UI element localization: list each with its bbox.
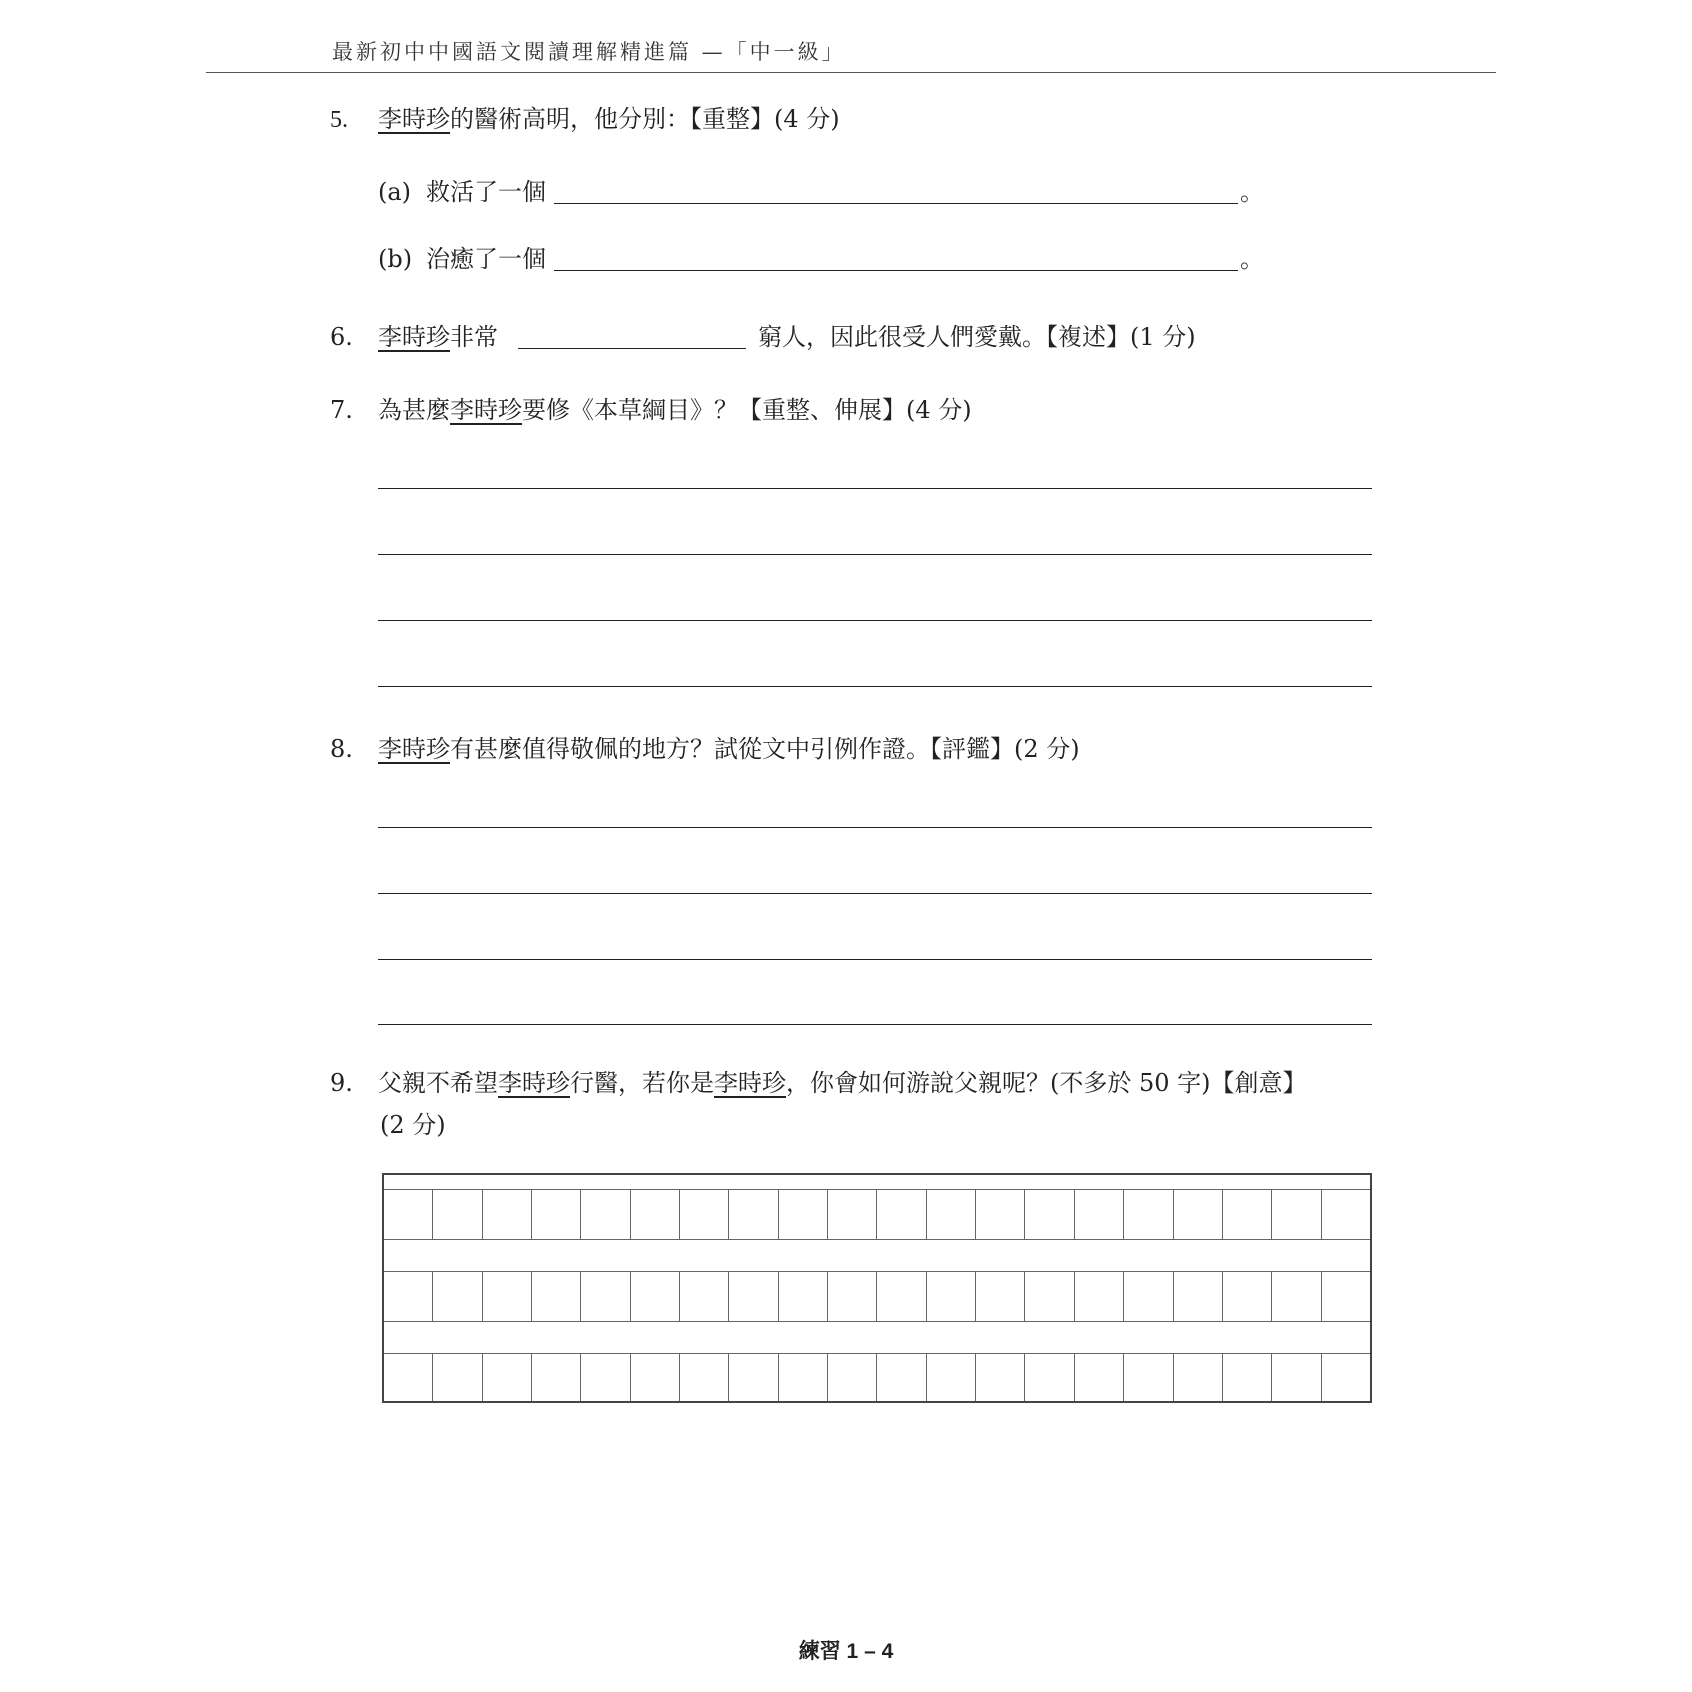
grid-line [384, 1239, 1370, 1240]
grid-cell[interactable] [729, 1271, 778, 1321]
grid-cell[interactable] [384, 1271, 433, 1321]
grid-cell[interactable] [927, 1353, 976, 1401]
grid-cell[interactable] [828, 1189, 877, 1239]
q5-part-b-answer-line[interactable] [554, 270, 1238, 271]
grid-cell[interactable] [1174, 1353, 1223, 1401]
person-name: 李時珍 [450, 396, 522, 424]
grid-cell[interactable] [779, 1189, 828, 1239]
q5-part-a-label: (a) [378, 178, 412, 206]
grid-cell[interactable] [877, 1353, 926, 1401]
grid-cell[interactable] [1075, 1353, 1124, 1401]
grid-cell[interactable] [680, 1271, 729, 1321]
grid-cell[interactable] [581, 1271, 630, 1321]
q8-answer-line[interactable] [378, 959, 1372, 960]
q7-answer-line[interactable] [378, 620, 1372, 621]
q8-answer-line[interactable] [378, 1024, 1372, 1025]
grid-cell[interactable] [433, 1353, 482, 1401]
grid-cell[interactable] [828, 1271, 877, 1321]
grid-cell[interactable] [877, 1189, 926, 1239]
question-text: 非常 [450, 323, 498, 351]
grid-cell[interactable] [483, 1189, 532, 1239]
question-text: 行醫，若你是 [570, 1069, 714, 1097]
question-9-marks: (2 分) [380, 1111, 446, 1139]
grid-cell[interactable] [1075, 1189, 1124, 1239]
grid-row [384, 1189, 1370, 1239]
grid-cell[interactable] [1124, 1353, 1173, 1401]
question-5-text [378, 104, 840, 134]
grid-cell[interactable] [976, 1271, 1025, 1321]
header-title: 最新初中中國語文閱讀理解精進篇 —「中一級」 [332, 40, 846, 64]
grid-cell[interactable] [1025, 1189, 1074, 1239]
question-text: 父親不希望 [378, 1069, 498, 1097]
grid-cell[interactable] [976, 1353, 1025, 1401]
person-name: 李時珍 [498, 1069, 570, 1097]
question-text: 為甚麼 [378, 396, 450, 424]
grid-cell[interactable] [680, 1189, 729, 1239]
grid-cell[interactable] [631, 1271, 680, 1321]
grid-cell[interactable] [779, 1271, 828, 1321]
grid-cell[interactable] [729, 1353, 778, 1401]
question-5 [330, 104, 348, 135]
question-9-number: 9. [330, 1069, 353, 1097]
grid-row [384, 1353, 1370, 1401]
header-divider [206, 72, 1496, 73]
grid-cell[interactable] [1223, 1189, 1272, 1239]
grid-cell[interactable] [1272, 1271, 1321, 1321]
question-9-text [378, 1068, 1307, 1098]
grid-cell[interactable] [1174, 1271, 1223, 1321]
grid-cell[interactable] [1223, 1353, 1272, 1401]
grid-cell[interactable] [1322, 1271, 1370, 1321]
question-number: 5. [330, 107, 348, 133]
grid-row [384, 1271, 1370, 1321]
grid-cell[interactable] [1223, 1271, 1272, 1321]
grid-cell[interactable] [631, 1189, 680, 1239]
person-name: 李時珍 [378, 735, 450, 763]
question-6-text-start [378, 322, 498, 352]
grid-cell[interactable] [1322, 1353, 1370, 1401]
q8-answer-line[interactable] [378, 827, 1372, 828]
q7-answer-line[interactable] [378, 686, 1372, 687]
grid-cell[interactable] [1025, 1353, 1074, 1401]
question-7-text [378, 395, 972, 425]
q5-part-a-text: 救活了一個 [426, 178, 546, 206]
question-6-text-end: 窮人，因此很受人們愛戴。【複述】(1 分) [758, 323, 1196, 351]
grid-cell[interactable] [1124, 1271, 1173, 1321]
question-6-number: 6. [330, 323, 353, 351]
question-text: 的醫術高明，他分別：【重整】(4 分) [450, 105, 840, 133]
grid-cell[interactable] [729, 1189, 778, 1239]
grid-cell[interactable] [1025, 1271, 1074, 1321]
grid-cell[interactable] [976, 1189, 1025, 1239]
grid-cell[interactable] [1322, 1189, 1370, 1239]
grid-cell[interactable] [532, 1189, 581, 1239]
question-text: 有甚麼值得敬佩的地方？試從文中引例作證。【評鑑】(2 分) [450, 735, 1080, 763]
question-text: ，你會如何游說父親呢？(不多於 50 字)【創意】 [786, 1069, 1307, 1097]
question-7-number: 7. [330, 396, 353, 424]
q5-part-b-period: 。 [1240, 245, 1264, 273]
grid-cell[interactable] [927, 1271, 976, 1321]
grid-cell[interactable] [433, 1271, 482, 1321]
person-name: 李時珍 [378, 323, 450, 351]
grid-cell[interactable] [828, 1353, 877, 1401]
grid-cell[interactable] [384, 1353, 433, 1401]
q7-answer-line[interactable] [378, 488, 1372, 489]
grid-line [384, 1321, 1370, 1322]
q7-answer-line[interactable] [378, 554, 1372, 555]
q5-part-a-period: 。 [1240, 178, 1264, 206]
grid-cell[interactable] [1174, 1189, 1223, 1239]
grid-cell[interactable] [631, 1353, 680, 1401]
q6-answer-line[interactable] [518, 348, 746, 349]
grid-cell[interactable] [532, 1353, 581, 1401]
grid-cell[interactable] [1272, 1353, 1321, 1401]
grid-cell[interactable] [1124, 1189, 1173, 1239]
grid-cell[interactable] [877, 1271, 926, 1321]
grid-cell[interactable] [680, 1353, 729, 1401]
grid-cell[interactable] [532, 1271, 581, 1321]
grid-cell[interactable] [1272, 1189, 1321, 1239]
question-text: 要修《本草綱目》？【重整、伸展】(4 分) [522, 396, 972, 424]
grid-cell[interactable] [581, 1189, 630, 1239]
grid-cell[interactable] [483, 1271, 532, 1321]
page-number: 練習 1 – 4 [798, 1640, 894, 1663]
grid-cell[interactable] [581, 1353, 630, 1401]
grid-cell[interactable] [483, 1353, 532, 1401]
person-name: 李時珍 [714, 1069, 786, 1097]
q5-part-a-answer-line[interactable] [554, 203, 1238, 204]
question-8-text [378, 734, 1080, 764]
grid-cell[interactable] [384, 1189, 433, 1239]
grid-cell[interactable] [1075, 1271, 1124, 1321]
q8-answer-line[interactable] [378, 893, 1372, 894]
grid-cell[interactable] [927, 1189, 976, 1239]
writing-grid[interactable] [382, 1173, 1372, 1403]
person-name: 李時珍 [378, 105, 450, 133]
q5-part-b-label: (b) [378, 245, 413, 273]
grid-cell[interactable] [779, 1353, 828, 1401]
question-8-number: 8. [330, 735, 353, 763]
q5-part-b-text: 治癒了一個 [426, 245, 546, 273]
grid-cell[interactable] [433, 1189, 482, 1239]
